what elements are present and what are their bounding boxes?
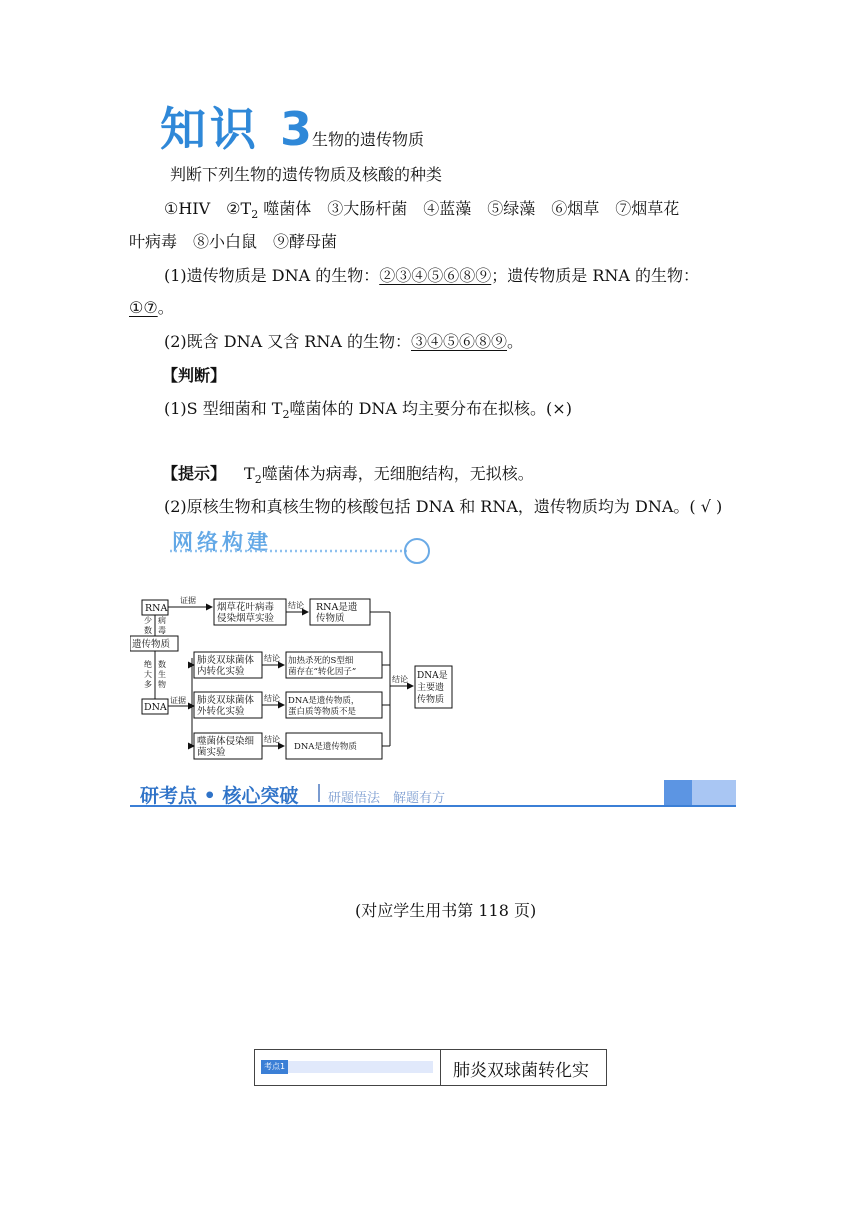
svg-text:病: 病 [158, 616, 166, 625]
svg-text:外转化实验: 外转化实验 [197, 706, 245, 717]
svg-text:结论: 结论 [264, 694, 280, 703]
svg-text:大: 大 [144, 670, 152, 679]
page-reference: (对应学生用书第 118 页) [355, 901, 537, 920]
svg-text:传物质: 传物质 [417, 695, 445, 705]
answer-rna-organisms: ①⑦ [129, 298, 158, 317]
svg-text:烟草花叶病毒: 烟草花叶病毒 [217, 602, 275, 613]
svg-text:数: 数 [144, 626, 152, 635]
svg-text:证据: 证据 [180, 596, 196, 605]
svg-text:数: 数 [158, 660, 166, 669]
knowledge-title: 知识 3 [160, 102, 317, 156]
svg-text:内转化实验: 内转化实验 [197, 666, 245, 677]
question-prompt: 判断下列生物的遗传物质及核酸的种类 [170, 165, 443, 184]
svg-text:DNA是: DNA是 [417, 671, 448, 681]
svg-text:噬菌体侵染细: 噬菌体侵染细 [197, 736, 255, 747]
section-title: 研考点 • 核心突破 [140, 785, 299, 807]
svg-text:菌实验: 菌实验 [197, 747, 226, 758]
svg-text:菌存在“转化因子”: 菌存在“转化因子” [288, 667, 357, 677]
section-block-dark [664, 780, 692, 805]
svg-text:传物质: 传物质 [316, 613, 345, 624]
judge-label: 【判断】 [162, 366, 227, 385]
network-banner-title: 网络构建 [172, 530, 272, 554]
svg-text:结论: 结论 [264, 654, 280, 663]
answer-1-line: (1)遗传物质是 DNA 的生物：②③④⑤⑥⑧⑨；遗传物质是 RNA 的生物： [164, 266, 700, 285]
svg-text:毒: 毒 [158, 626, 166, 635]
svg-text:结论: 结论 [288, 601, 304, 610]
section-block-light [692, 780, 736, 805]
network-banner-decoration [165, 538, 435, 566]
topic-title: 肺炎双球菌转化实 [453, 1061, 589, 1081]
section-subtitle: 研题悟法 解题有方 [328, 791, 446, 806]
svg-text:绝: 绝 [144, 660, 152, 669]
topic-box [254, 1049, 607, 1086]
svg-text:生: 生 [158, 670, 166, 679]
svg-text:结论: 结论 [392, 675, 408, 684]
organism-list-line-2: 叶病毒 ⑧小白鼠 ⑨酵母菌 [129, 232, 338, 251]
genetic-material-flow-diagram [130, 590, 470, 772]
section-divider [318, 784, 320, 802]
hint-line: 【提示】 $T_2$噬菌体为病毒，无细胞结构，无拟核。 [162, 464, 534, 487]
svg-text:主要遗: 主要遗 [417, 683, 445, 693]
topic-tag: 考点1 [261, 1060, 288, 1074]
svg-text:DNA是遗传物质，: DNA是遗传物质， [288, 696, 360, 706]
topic-tag-cell [255, 1050, 441, 1085]
svg-text:少: 少 [144, 616, 152, 625]
answer-1-continued: ①⑦。 [129, 298, 174, 317]
flow-genetic-material-label: 遗传物质 [132, 639, 171, 650]
section-banner [130, 780, 736, 808]
hint-label: 【提示】 [162, 464, 227, 483]
svg-text:证据: 证据 [170, 696, 186, 705]
svg-text:DNA是遗传物质: DNA是遗传物质 [294, 742, 357, 752]
organism-list-line-1: ①HIV $②T_2$ 噬菌体 ③大肠杆菌 ④蓝藻 ⑤绿藻 ⑥烟草 ⑦烟草花 [164, 199, 680, 222]
judge-statement-1: (1)S 型细菌和 $T_2$噬菌体的 DNA 均主要分布在拟核。(×) [164, 399, 572, 422]
flow-dna-label: DNA [144, 702, 167, 713]
svg-text:结论: 结论 [264, 735, 280, 744]
judge-statement-2: (2)原核生物和真核生物的核酸包括 DNA 和 RNA，遗传物质均为 DNA。( √ ) [164, 497, 723, 516]
svg-text:多: 多 [144, 680, 152, 689]
knowledge-subtitle: 生物的遗传物质 [312, 130, 425, 149]
svg-text:加热杀死的S型细: 加热杀死的S型细 [288, 656, 354, 666]
svg-text:侵染烟草实验: 侵染烟草实验 [217, 613, 275, 624]
svg-text:蛋白质等物质不是: 蛋白质等物质不是 [288, 707, 357, 717]
svg-text:物: 物 [158, 680, 166, 689]
flow-rna-label: RNA [145, 603, 168, 614]
svg-text:RNA是遗: RNA是遗 [316, 602, 358, 613]
svg-text:肺炎双球菌体: 肺炎双球菌体 [197, 695, 255, 706]
svg-text:肺炎双球菌体: 肺炎双球菌体 [197, 655, 255, 666]
answer-2-line: (2)既含 DNA 又含 RNA 的生物：③④⑤⑥⑧⑨。 [164, 332, 524, 351]
answer-dna-organisms: ②③④⑤⑥⑧⑨ [379, 266, 492, 285]
answer-both-organisms: ③④⑤⑥⑧⑨ [411, 332, 508, 351]
